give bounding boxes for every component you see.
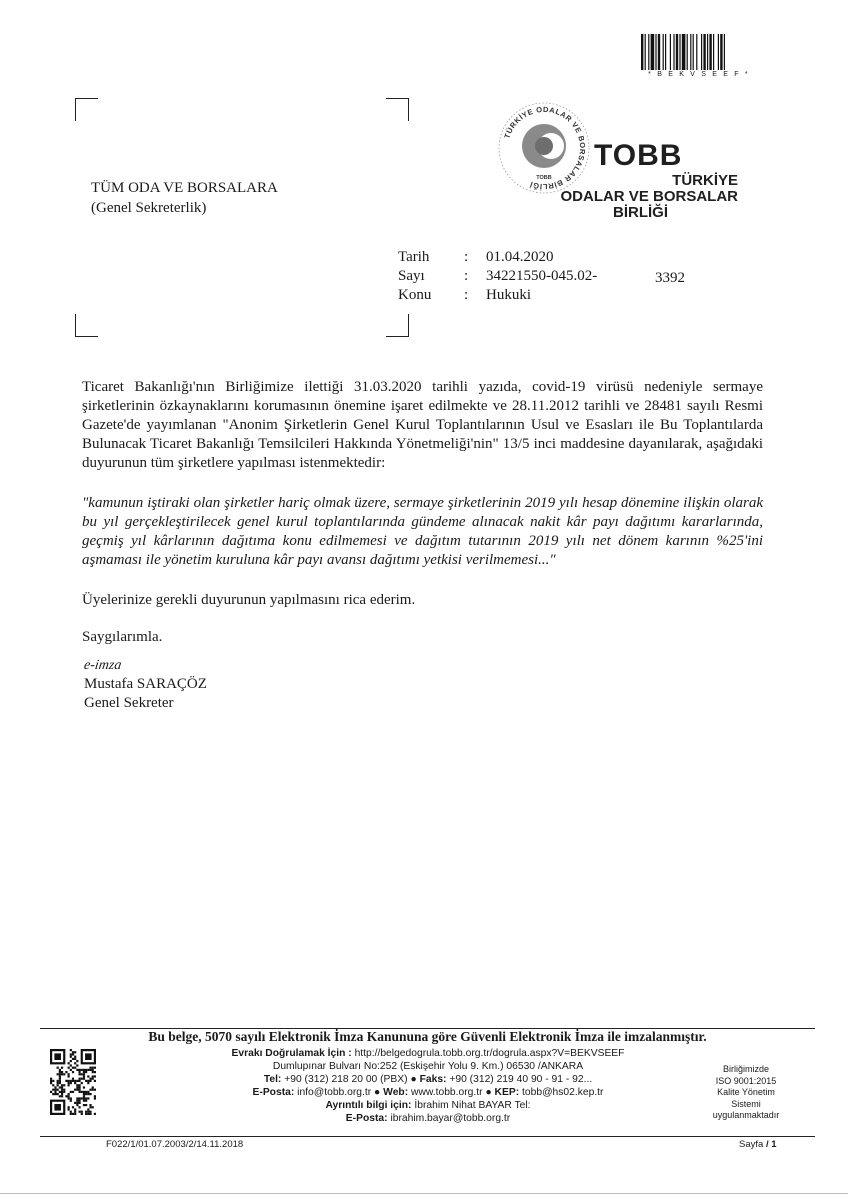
verify-url[interactable]: http://belgedogrula.tobb.org.tr/dogrula.aspx?V=BEKVSEEF <box>354 1048 625 1059</box>
logo-org-name <box>540 173 738 221</box>
body-quote: "kamunun iştiraki olan şirketler hariç olmak üzere, sermaye şirketlerinin 2019 yılı hesap dönemine ilişkin olarak bu yıl gerçekleştirilecek genel kurul toplantılarında gündeme alınacak nakit kâr payı dağıtımı kararlarında, geçmiş yıl kârlarının dağıtıma konu edilmemesi ve dağıtım tutarının 2019 yılı net dönem karının %25'ini aşmaması ile yönetim kuruluna kâr payı avansı dağıtımı yetkisi verilmemesi..." <box>82 495 763 568</box>
iso-line: ISO 9001:2015 <box>715 1075 777 1086</box>
scan-edge-line <box>0 1193 848 1194</box>
contact-label: Ayrıntılı bilgi için: <box>325 1100 412 1111</box>
eposta-value[interactable]: info@tobb.org.tr <box>297 1087 372 1098</box>
sayi-value: 34221550-045.02- <box>486 268 598 284</box>
kep-value[interactable]: tobb@hs02.kep.tr <box>522 1087 604 1098</box>
body-closing: Saygılarımla. <box>82 629 163 645</box>
recipient-line-2: (Genel Sekreterlik) <box>91 200 207 216</box>
iso-line: uygulanmaktadır <box>712 1110 780 1120</box>
seal-ring-text: TÜRKİYE ODALAR VE BORSALAR BİRLİĞİ <box>502 104 588 192</box>
tarih-value: 01.04.2020 <box>486 249 554 265</box>
footer-esignature-notice: Bu belge, 5070 sayılı Elektronik İmza Kanununa göre Güvenli Elektronik İmza ile imzalanmıştır. <box>148 1029 707 1044</box>
bullet: ● <box>410 1074 417 1085</box>
recipient-line-1: TÜM ODA VE BORSALARA <box>91 180 278 196</box>
body-paragraph-1: Ticaret Bakanlığı'nın Birliğimize ilettiği 31.03.2020 tarihli yazıda, covid-19 virüsü nedeniyle sermaye şirketlerinin özkaynaklarını korumasının önemine işaret edilmekte ve 28.11.2012 tarihli ve 28481 sayılı Resmi Gazete'de yayımlanan "Anonim Şirketlerin Genel Kurul Toplantılarının Usul ve Esasları ile Bu Toplantılarda Bulunacak Ticaret Bakanlığı Temsilcileri Hakkında Yönetmeliği'nin" 13/5 inci maddesine dayanılarak, aşağıdaki duyurunun tüm şirketlere yapılması istenmektedir: <box>82 379 763 471</box>
recipient-block <box>91 178 278 218</box>
document-meta <box>398 248 597 305</box>
page-label: Sayfa <box>739 1139 764 1150</box>
meta-row-sayi <box>398 267 597 286</box>
iso-line: Birliğimizde <box>722 1064 769 1074</box>
tarih-label: Tarih <box>398 249 430 265</box>
address-window-corner-top-right <box>386 98 409 121</box>
page-value: / 1 <box>765 1139 777 1150</box>
address-window-corner-bottom-right <box>386 314 409 337</box>
kep-label: KEP: <box>494 1087 520 1098</box>
web-value[interactable]: www.tobb.org.tr <box>411 1087 483 1098</box>
konu-label: Konu <box>398 287 432 303</box>
signer-title: Genel Sekreter <box>84 695 174 711</box>
sayi-number: 3392 <box>655 270 685 286</box>
eposta-label: E-Posta: <box>252 1087 295 1098</box>
barcode <box>641 34 757 70</box>
bullet: ● <box>374 1087 381 1098</box>
contact-value: İbrahim Nihat BAYAR Tel: <box>414 1100 531 1111</box>
sayi-label: Sayı <box>398 268 425 284</box>
tel-label: Tel: <box>263 1074 282 1085</box>
footer-contact-line <box>150 1099 706 1112</box>
verify-label: Evrakı Doğrulamak İçin : <box>231 1048 352 1059</box>
address-window-corner-top-left <box>75 98 98 121</box>
address-window-corner-bottom-left <box>75 314 98 337</box>
konu-value: Hukuki <box>486 287 531 303</box>
meta-row-konu <box>398 286 597 305</box>
body-request: Üyelerinize gerekli duyurunun yapılmasını rica ederim. <box>82 592 416 608</box>
footer-address: Dumlupınar Bulvarı No:252 (Eskişehir Yolu 9. Km.) 06530 /ANKARA <box>272 1061 584 1072</box>
contact-eposta-label: E-Posta: <box>345 1113 388 1124</box>
meta-colon: : <box>464 287 469 303</box>
logo-org-line-3: BİRLİĞİ <box>613 204 668 221</box>
meta-colon: : <box>464 268 469 284</box>
barcode-text: * B E K V S E E F * <box>648 71 750 78</box>
logo-org-line-2: ODALAR VE BORSALAR <box>560 188 738 205</box>
footer-contact-info <box>150 1047 706 1125</box>
bullet: ● <box>485 1087 492 1098</box>
contact-eposta-value[interactable]: ibrahim.bayar@tobb.org.tr <box>390 1113 511 1124</box>
footer-verify-line <box>150 1047 706 1060</box>
iso-line: Kalite Yönetim <box>717 1087 775 1097</box>
faks-label: Faks: <box>419 1074 447 1085</box>
web-label: Web: <box>383 1087 409 1098</box>
footer-contact-email-line <box>150 1112 706 1125</box>
footer-bottom-divider <box>40 1136 815 1137</box>
signer-name: Mustafa SARAÇÖZ <box>84 676 207 692</box>
letter-body <box>82 378 763 647</box>
iso-notice <box>703 1064 789 1122</box>
footer-phone-line <box>150 1073 706 1086</box>
tel-value: +90 (312) 218 20 00 (PBX) <box>284 1074 408 1085</box>
form-code: F022/1/01.07.2003/2/14.11.2018 <box>106 1139 244 1150</box>
seal-center-text: TOBB <box>536 175 552 181</box>
page-number <box>739 1139 777 1150</box>
meta-row-tarih <box>398 248 597 267</box>
e-imza-mark: e-imza <box>82 658 123 673</box>
meta-colon: : <box>464 249 469 265</box>
footer-web-line <box>150 1086 706 1099</box>
qr-code <box>50 1049 96 1115</box>
faks-value: +90 (312) 219 40 90 - 91 - 92... <box>449 1074 593 1085</box>
logo-acronym: TOBB <box>594 139 683 172</box>
signature-block <box>84 656 207 713</box>
logo-org-line-1: TÜRKİYE <box>672 172 738 189</box>
iso-line: Sistemi <box>731 1098 761 1109</box>
